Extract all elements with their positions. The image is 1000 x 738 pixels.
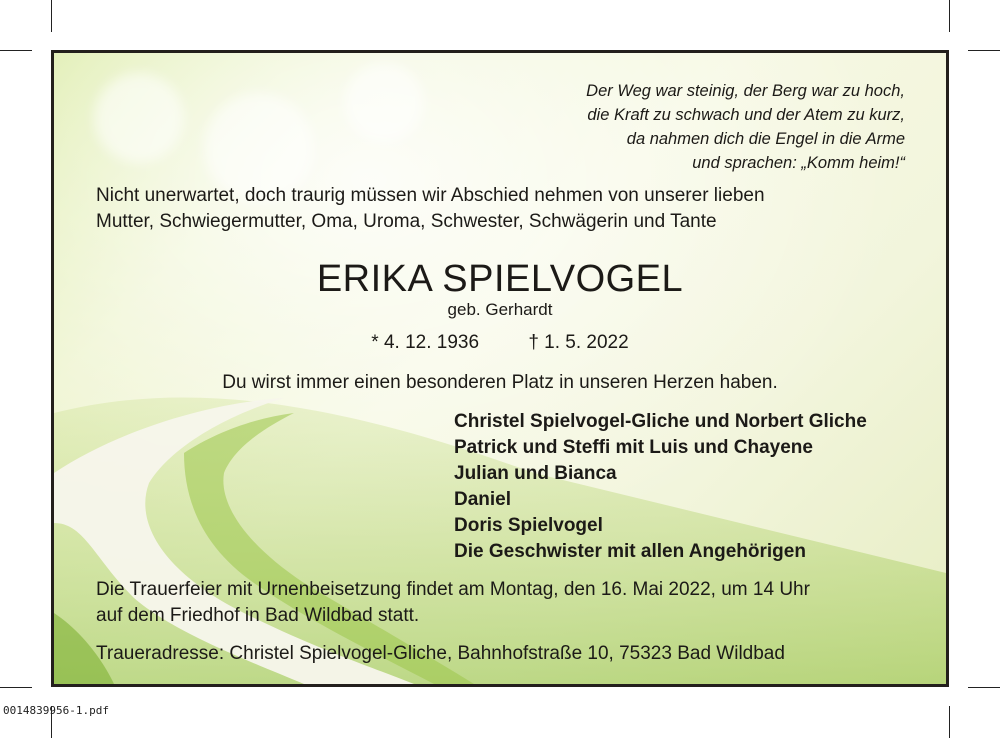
mourners-list	[454, 409, 867, 565]
life-dates	[54, 331, 946, 355]
file-reference: 0014839956-1.pdf	[3, 704, 109, 717]
service-line: Die Trauerfeier mit Urnenbeisetzung findet am Montag, den 16. Mai 2022, um 14 Uhr	[96, 579, 810, 600]
crop-mark	[968, 50, 1000, 51]
intro-line: Mutter, Schwiegermutter, Oma, Uroma, Schwester, Schwägerin und Tante	[96, 211, 717, 232]
crop-mark	[968, 687, 1000, 688]
bokeh-light	[94, 73, 184, 163]
intro-text	[96, 183, 916, 235]
poem-line: und sprachen: „Komm heim!“	[692, 154, 905, 172]
mourner-entry: Julian und Bianca	[454, 463, 617, 484]
birth-date: * 4. 12. 1936	[371, 332, 480, 353]
mourner-entry: Daniel	[454, 489, 512, 510]
funeral-service-info	[96, 577, 916, 629]
mourner-entry: Patrick und Steffi mit Luis und Chayene	[454, 437, 813, 458]
service-line: auf dem Friedhof in Bad Wildbad statt.	[96, 605, 420, 626]
crop-mark	[0, 687, 32, 688]
obituary-notice	[51, 50, 949, 687]
deceased-name: ERIKA SPIELVOGEL	[316, 258, 684, 300]
intro-line: Nicht unerwartet, doch traurig müssen wir Abschied nehmen von unserer lieben	[96, 185, 765, 206]
poem-line: da nahmen dich die Engel in die Arme	[626, 130, 905, 148]
maiden-name: geb. Gerhardt	[447, 300, 553, 319]
crop-mark	[51, 0, 52, 32]
crop-mark	[949, 706, 950, 738]
poem-line: Der Weg war steinig, der Berg war zu hoch,	[586, 82, 905, 100]
mourning-address: Traueradresse: Christel Spielvogel-Gliche, Bahnhofstraße 10, 75323 Bad Wildbad	[96, 643, 785, 664]
mourner-entry: Doris Spielvogel	[454, 515, 603, 536]
mourner-entry: Christel Spielvogel-Gliche und Norbert Gliche	[454, 411, 867, 432]
poem-line: die Kraft zu schwach und der Atem zu kurz,	[587, 106, 905, 124]
memorial-quote: Du wirst immer einen besonderen Platz in unseren Herzen haben.	[222, 372, 778, 393]
death-date: † 1. 5. 2022	[528, 332, 629, 353]
crop-mark	[0, 50, 32, 51]
crop-mark	[949, 0, 950, 32]
mourner-entry: Die Geschwister mit allen Angehörigen	[454, 541, 806, 562]
poem	[405, 79, 905, 175]
